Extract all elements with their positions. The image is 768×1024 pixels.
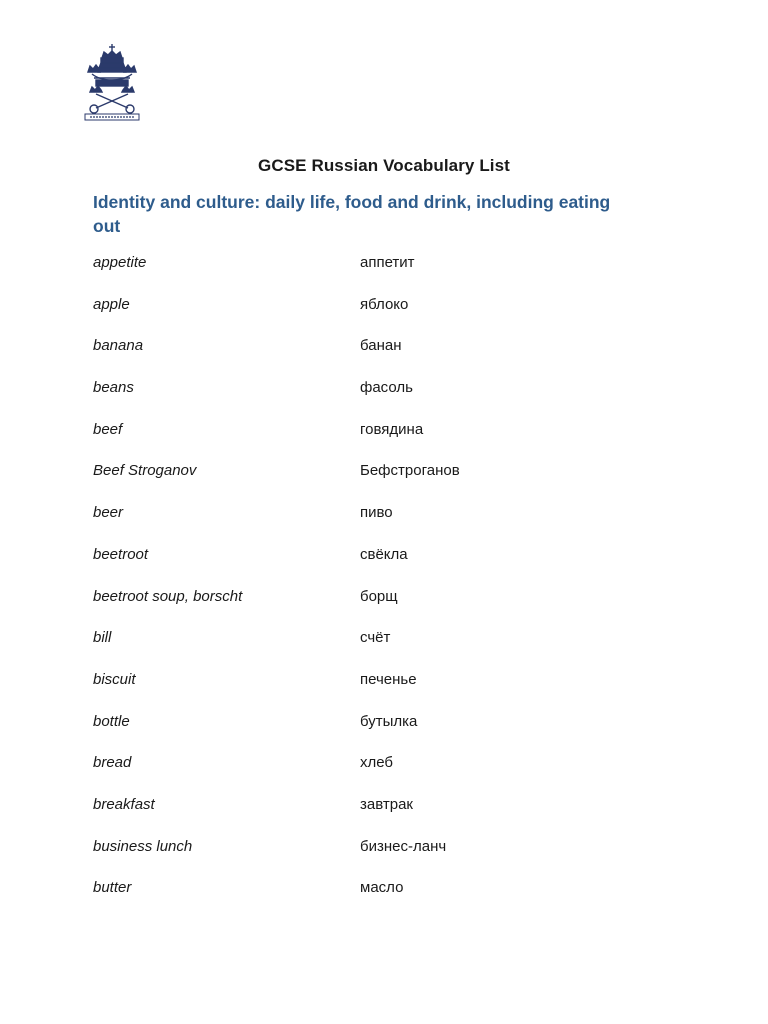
english-term: bottle bbox=[93, 712, 130, 730]
russian-term: счёт bbox=[360, 629, 391, 647]
vocabulary-row bbox=[0, 461, 768, 503]
vocabulary-row bbox=[0, 295, 768, 337]
vocabulary-row bbox=[0, 628, 768, 670]
vocabulary-row bbox=[0, 712, 768, 754]
english-term: beetroot soup, borscht bbox=[93, 587, 243, 605]
russian-term: аппетит bbox=[360, 254, 415, 271]
section-heading: Identity and culture: daily life, food and drink, including eating out bbox=[93, 192, 611, 236]
vocabulary-row bbox=[0, 878, 768, 920]
russian-term: бутылка bbox=[360, 712, 418, 730]
english-term: Beef Stroganov bbox=[93, 462, 197, 480]
russian-term: печенье bbox=[360, 670, 417, 688]
vocabulary-row bbox=[0, 420, 768, 462]
vocabulary-row bbox=[0, 795, 768, 837]
vocabulary-row bbox=[0, 336, 768, 378]
russian-term: фасоль bbox=[360, 379, 413, 397]
russian-term: банан bbox=[360, 337, 402, 355]
school-crest-icon bbox=[84, 42, 140, 122]
vocabulary-row bbox=[0, 670, 768, 712]
vocabulary-list bbox=[0, 253, 768, 920]
english-term: bill bbox=[93, 629, 112, 647]
english-term: beef bbox=[93, 420, 123, 438]
vocabulary-row bbox=[0, 587, 768, 629]
russian-term: хлеб bbox=[360, 754, 394, 772]
russian-term: пиво bbox=[360, 504, 393, 522]
english-term: business lunch bbox=[93, 837, 193, 855]
russian-term: масло bbox=[360, 879, 404, 897]
english-term: breakfast bbox=[93, 795, 155, 813]
vocabulary-row bbox=[0, 837, 768, 879]
russian-term: говядина bbox=[360, 420, 424, 438]
english-term: banana bbox=[93, 337, 144, 355]
document-title: GCSE Russian Vocabulary List bbox=[258, 156, 510, 175]
english-term: butter bbox=[93, 879, 132, 897]
russian-term: завтрак bbox=[360, 795, 413, 813]
vocabulary-row bbox=[0, 253, 768, 295]
english-term: appetite bbox=[93, 254, 147, 271]
english-term: apple bbox=[93, 295, 130, 313]
russian-term: Бефстроганов bbox=[360, 462, 460, 480]
russian-term: свёкла bbox=[360, 545, 408, 563]
vocabulary-row bbox=[0, 503, 768, 545]
russian-term: бизнес-ланч bbox=[360, 837, 447, 855]
english-term: biscuit bbox=[93, 670, 136, 688]
english-term: beetroot bbox=[93, 545, 149, 563]
vocabulary-row bbox=[0, 545, 768, 587]
english-term: beer bbox=[93, 504, 124, 522]
vocabulary-row bbox=[0, 753, 768, 795]
vocabulary-row bbox=[0, 378, 768, 420]
english-term: beans bbox=[93, 379, 134, 397]
russian-term: яблоко bbox=[360, 295, 409, 313]
english-term: bread bbox=[93, 754, 132, 772]
russian-term: борщ bbox=[360, 587, 398, 605]
